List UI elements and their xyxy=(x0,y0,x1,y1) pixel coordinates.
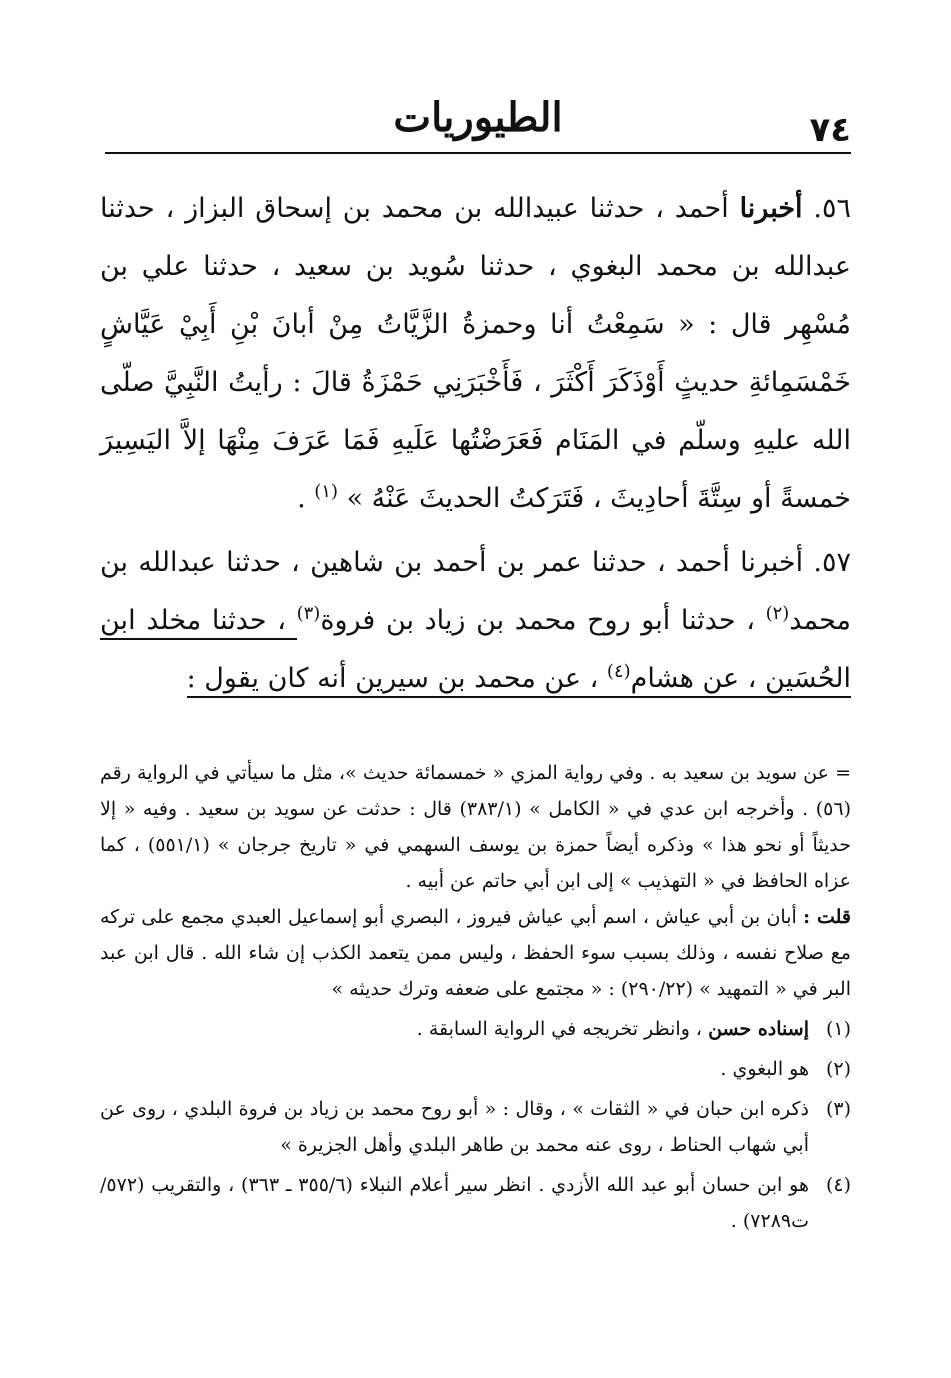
narration-lead-word: أخبرنا xyxy=(739,193,803,224)
narration-56 xyxy=(100,180,851,528)
footnote-text: ذكره ابن حبان في « الثقات » ، وقال : « أبو روح محمد بن زياد بن فروة البلدي ، روى عن أبي شهاب الحناط ، روى عنه محمد بن طاهر البلدي وأهل الجزيرة » xyxy=(100,1098,809,1156)
footnote-ref: (١) xyxy=(314,481,338,502)
footnote-ref: (٣) xyxy=(296,603,321,624)
footnote-ref: (٤) xyxy=(606,661,631,682)
narration-number: ٥٦. xyxy=(813,193,851,224)
narration-text: ، حدثنا أبو روح محمد بن زياد بن فروة xyxy=(320,605,766,636)
footnote-marker: (٤) xyxy=(825,1174,851,1196)
footnotes xyxy=(100,755,851,1239)
footnote-text: هو ابن حسان أبو عبد الله الأزدي . انظر سير أعلام النبلاء (٣٥٥/٦ ـ ٣٦٣) ، والتقريب (٥٧٢/ت٧٢٨٩) . xyxy=(100,1174,809,1232)
footnote-marker: (٢) xyxy=(825,1058,851,1080)
footnote-4 xyxy=(100,1167,851,1239)
footnote-text: ، وانظر تخريجه في الرواية السابقة . xyxy=(416,1018,709,1040)
qult-note xyxy=(100,899,851,1007)
qult-text: أبان بن أبي عياش ، اسم أبي عياش فيروز ، البصري أبو إسماعيل العبدي مجمع على تركه مع صلاح نفسه ، وذلك بسبب سوء الحفظ ، وليس ممن يتعمد الكذب إن شاء الله . قال ابن عبد البر في « التمهيد » (٢٩٠/٢٢) : « مجتمع على ضعفه وترك حديثه » xyxy=(100,906,851,1000)
running-title: الطيوريات xyxy=(393,94,563,141)
narration-text: أخبرنا أحمد ، حدثنا عمر بن أحمد بن شاهين ، حدثنا عبدالله بن محمد xyxy=(100,547,852,636)
footnote-marker: (١) xyxy=(825,1018,851,1040)
footnote-3 xyxy=(100,1091,851,1163)
main-text xyxy=(100,180,851,708)
footnote-continuation: = عن سويد بن سعيد به . وفي رواية المزي « خمسمائة حديث »، مثل ما سيأتي في الرواية رقم (٥٦) . وأخرجه ابن عدي في « الكامل » (٣٨٣/١) قال : حدثت عن سويد بن سعيد . وفيه « إلا حديثاً أو نحو هذا » وذكره أيضاً حمزة بن يوسف السهمي في « تاريخ جرجان » (٥٥١/١) ، كما عزاه الحافظ في « التهذيب » إلى ابن أبي حاتم عن أبيه . xyxy=(100,762,852,892)
footnote-2 xyxy=(100,1051,851,1087)
narration-end: . xyxy=(297,483,315,514)
page-header xyxy=(105,92,851,154)
narration-number: ٥٧. xyxy=(813,547,851,578)
narration-text: ، حدثنا مخلد ابن الحُسَين ، عن هشام xyxy=(100,605,851,694)
footnote-text: هو البغوي . xyxy=(720,1058,809,1080)
page-number: ٧٤ xyxy=(809,110,851,150)
narration-text: ، عن محمد بن سيرين أنه كان يقول : xyxy=(186,663,607,694)
narration-57 xyxy=(100,534,851,708)
narration-text: أحمد ، حدثنا عبيدالله بن محمد بن إسحاق البزاز ، حدثنا عبدالله بن محمد البغوي ، حدثنا سُويد بن سعيد ، حدثنا علي بن مُسْهِر قال : « سَمِعْتُ أنا وحمزةُ الزَّيَّاتُ مِنْ أبانَ بْنِ أَبِيْ عَيَّاشٍ خَمْسَمِائةِ حديثٍ أَوْذَكَرَ أَكْثَرَ ، فَأَخْبَرَنِي حَمْزَةُ قالَ : رأيتُ النَّبِيَّ صلّى الله عليهِ وسلّم في المَنَام فَعَرَضْتُها عَلَيهِ فَمَا عَرَفَ مِنْهَا إلاَّ اليَسِيرَ خمسةً أو سِتَّةَ أحادِيثَ ، فَتَرَكتُ الحديثَ عَنْهُ » xyxy=(100,193,851,514)
qult-label: قلت : xyxy=(803,906,851,928)
footnote-marker: (٣) xyxy=(825,1098,851,1120)
footnote-ref: (٢) xyxy=(765,603,790,624)
footnote-bold: إسناده حسن xyxy=(708,1018,809,1040)
footnote-1 xyxy=(100,1011,851,1047)
